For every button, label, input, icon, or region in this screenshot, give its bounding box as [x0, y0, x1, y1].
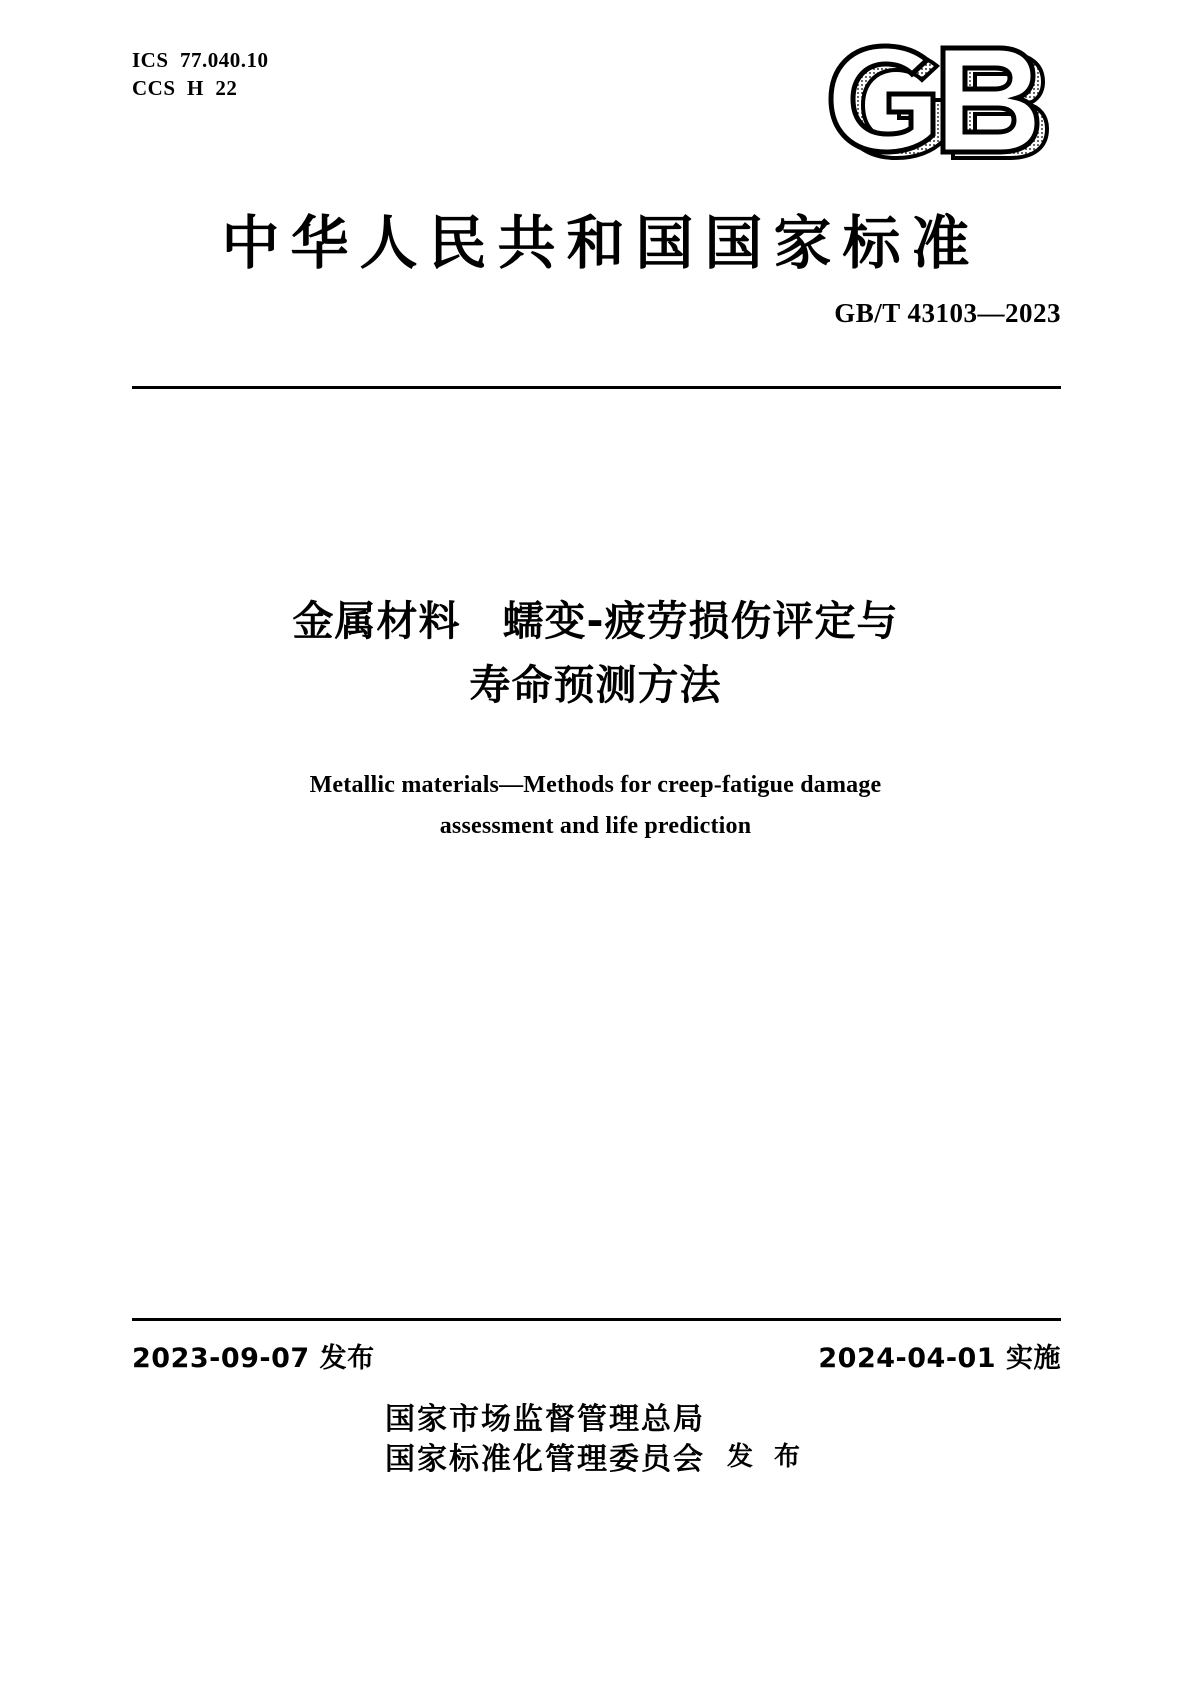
document-title-en-line2: assessment and life prediction	[439, 812, 752, 839]
divider-top	[132, 386, 1061, 389]
publisher-names	[385, 1400, 705, 1479]
publisher-line-1: 国家市场监督管理总局	[384, 1402, 705, 1437]
ccs-code: CCS H 22	[132, 76, 238, 101]
gb-logo-icon	[823, 42, 1073, 167]
publish-verb: 发 布	[726, 1442, 807, 1473]
issue-date: 2023-09-07 发布	[132, 1343, 375, 1374]
standard-number: GB/T 43103—2023	[834, 298, 1061, 328]
document-title-en-line1: Metallic materials—Methods for creep-fatigue damage	[309, 772, 882, 798]
document-title-cn	[0, 590, 1191, 717]
implementation-date: 2024-04-01 实施	[818, 1343, 1061, 1374]
document-title-cn-line1: 金属材料 蠕变-疲劳损伤评定与	[292, 597, 899, 645]
ics-code: ICS 77.040.10	[132, 48, 269, 72]
classification-codes	[132, 46, 269, 103]
divider-bottom	[132, 1318, 1061, 1321]
publisher-line-2: 国家标准化管理委员会	[384, 1441, 705, 1477]
document-title-cn-line2: 寿命预测方法	[469, 660, 722, 709]
publisher-block	[0, 1400, 1191, 1479]
national-standard-title: 中华人民共和国国家标准	[221, 209, 981, 277]
document-title-en	[0, 765, 1191, 847]
